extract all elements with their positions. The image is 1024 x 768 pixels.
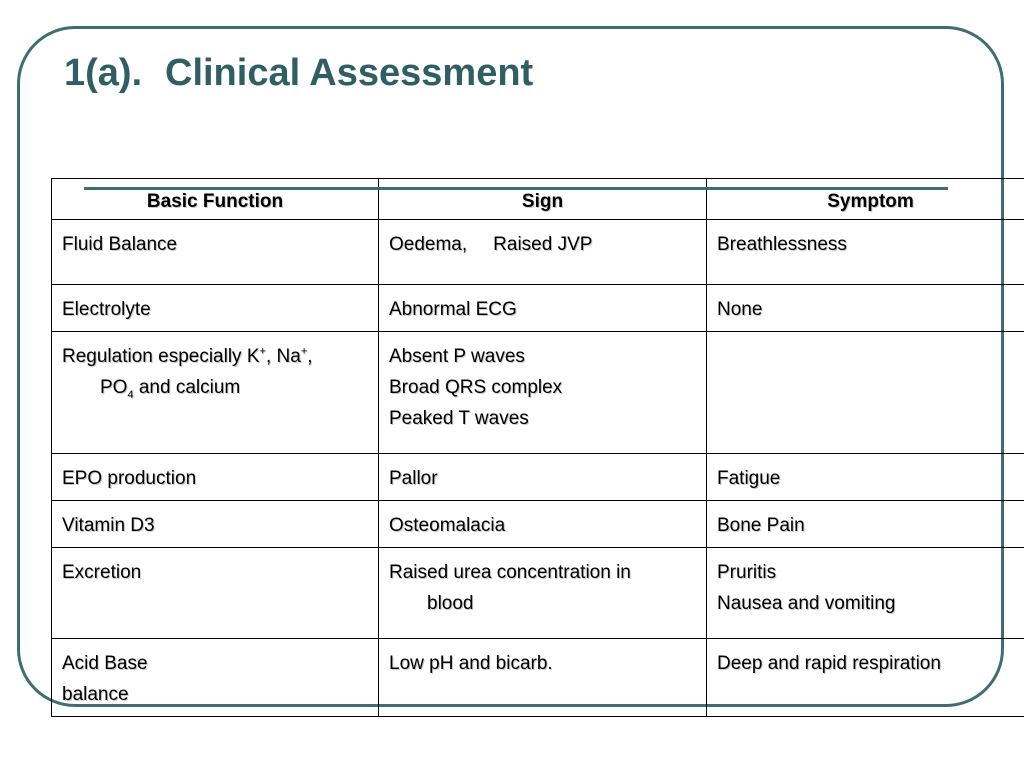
sign-line: Broad QRS complex (389, 377, 563, 398)
symptom-line: Nausea and vomiting (717, 593, 896, 614)
function-text-part: PO (100, 377, 128, 398)
po-subscript: 4 (127, 388, 134, 401)
cell-sign (379, 220, 707, 285)
cell-function: EPO production (52, 454, 379, 501)
header-basic-function: Basic Function (52, 179, 379, 220)
table-row (52, 454, 1024, 501)
cell-function: Fluid Balance (52, 220, 379, 285)
function-line: balance (62, 684, 129, 705)
k-superscript: + (259, 345, 266, 358)
function-text-part: and calcium (133, 377, 241, 398)
header-symptom: Symptom (707, 179, 1024, 220)
function-text-part: , Na (265, 346, 301, 367)
function-text (62, 346, 313, 367)
function-line: Acid Base (62, 653, 148, 674)
accent-line (84, 187, 948, 190)
cell-symptom: Bone Pain (707, 501, 1024, 548)
cell-function: Vitamin D3 (52, 501, 379, 548)
assessment-table-wrapper (51, 178, 973, 717)
cell-symptom (707, 548, 1024, 639)
table-row (52, 220, 1024, 285)
cell-function: Excretion (52, 548, 379, 639)
cell-function: Electrolyte (52, 285, 379, 332)
cell-symptom: Fatigue (707, 454, 1024, 501)
cell-function (52, 332, 379, 454)
cell-sign: Pallor (379, 454, 707, 501)
na-superscript: + (300, 345, 308, 358)
cell-symptom (707, 332, 1024, 454)
assessment-table (51, 178, 1024, 717)
cell-sign: Low pH and bicarb. (379, 639, 707, 717)
sign-line: Absent P waves (389, 346, 525, 367)
header-sign: Sign (379, 179, 707, 220)
title-text: Clinical Assessment (165, 52, 534, 94)
table-row (52, 548, 1024, 639)
function-text-part: Regulation especially K (62, 346, 260, 367)
symptom-line: Pruritis (717, 562, 777, 583)
sign-text: Oedema, (389, 234, 468, 255)
cell-sign (379, 548, 707, 639)
table-header-row (52, 179, 1024, 220)
cell-function (52, 639, 379, 717)
function-text-part: , (307, 346, 313, 367)
sign-line: Peaked T waves (389, 408, 529, 429)
cell-symptom: Breathlessness (707, 220, 1024, 285)
sign-text: Raised JVP (493, 234, 593, 255)
cell-sign (379, 332, 707, 454)
table-row (52, 501, 1024, 548)
table-row (52, 639, 1024, 717)
cell-sign: Abnormal ECG (379, 285, 707, 332)
function-text-line2 (62, 372, 368, 403)
cell-symptom: None (707, 285, 1024, 332)
sign-line: Raised urea concentration in (389, 562, 631, 583)
cell-symptom: Deep and rapid respiration (707, 639, 1024, 717)
page-title (64, 52, 533, 95)
table-row (52, 332, 1024, 454)
cell-sign: Osteomalacia (379, 501, 707, 548)
table-row (52, 285, 1024, 332)
sign-line-indented: blood (427, 593, 474, 614)
title-number: 1(a). (64, 52, 143, 94)
